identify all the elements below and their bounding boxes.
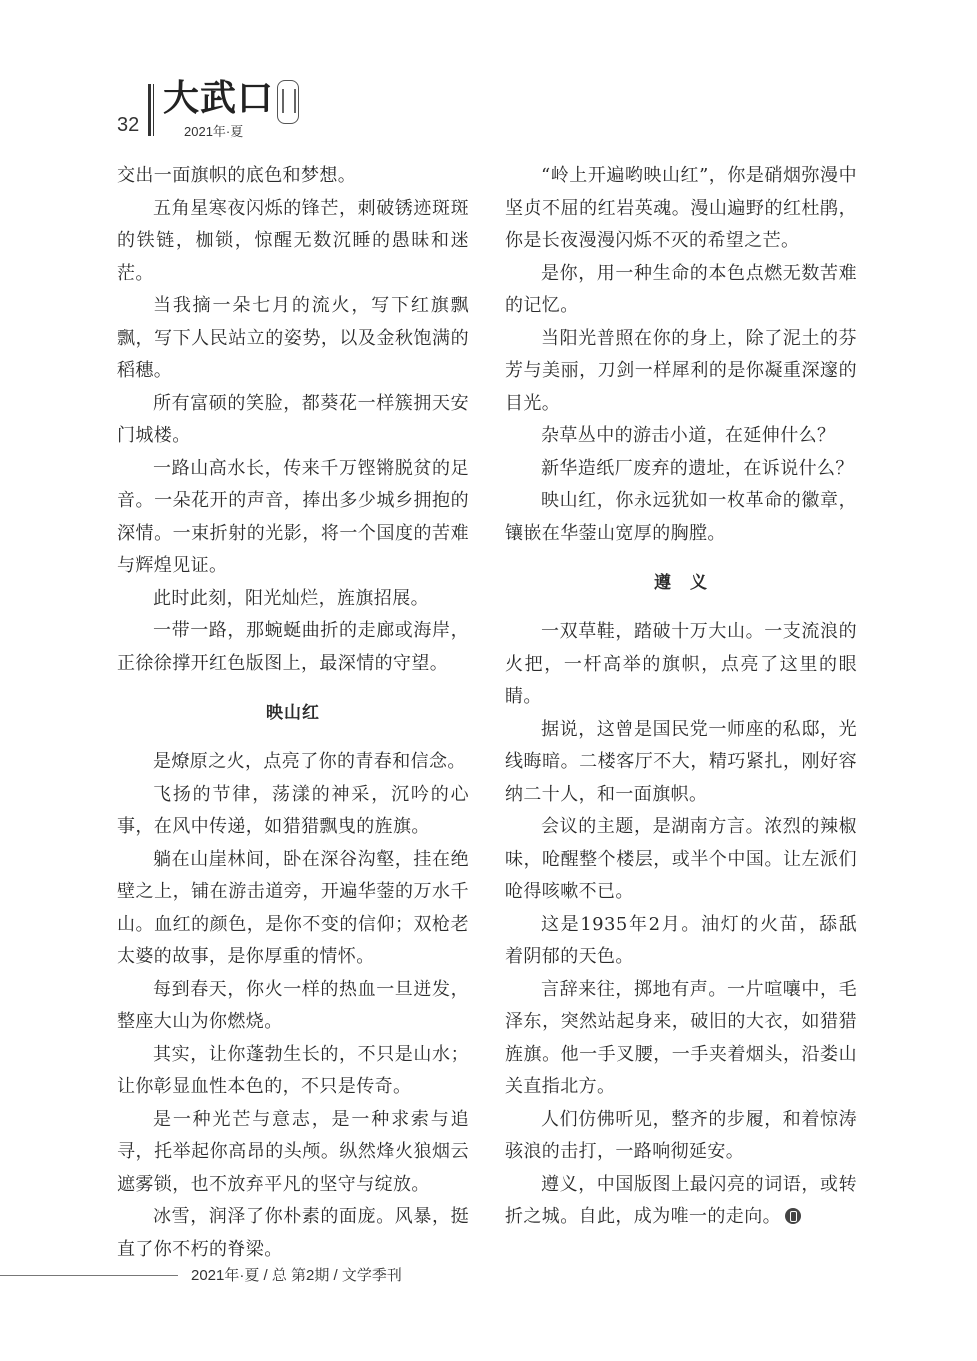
header-divider-thin <box>153 84 154 136</box>
paragraph: 一带一路，那蜿蜒曲折的走廊或海岸，正徐徐撑开红色版图上，最深情的守望。 <box>117 620 469 674</box>
paragraph: 此时此刻，阳光灿烂，旌旗招展。 <box>153 587 429 609</box>
paragraph: 所有富硕的笑脸，都葵花一样簇拥天安门城楼。 <box>117 392 469 446</box>
paragraph: 飞扬的节律，荡漾的神采，沉吟的心事，在风中传递，如猎猎飘曳的旌旗。 <box>117 783 469 837</box>
paragraph: 一双草鞋，踏破十万大山。一支流浪的火把，一杆高举的旗帜，点亮了这里的眼睛。 <box>505 621 857 707</box>
paragraph: 会议的主题，是湖南方言。浓烈的辣椒味，呛醒整个楼层，或半个中国。让左派们呛得咳嗽不已。 <box>505 816 857 902</box>
footer-rule <box>0 1275 178 1276</box>
paragraph: 当我摘一朵七月的流火，写下红旗飘飘，写下人民站立的姿势，以及金秋饱满的稻穗。 <box>117 295 469 381</box>
paragraph: 新华造纸厂废弃的遗址，在诉说什么？ <box>541 457 854 479</box>
paragraph: 当阳光普照在你的身上，除了泥土的芬芳与美丽，刀剑一样犀利的是你凝重深邃的目光。 <box>505 327 857 414</box>
paragraph: 躺在山崖林间，卧在深谷沟壑，挂在绝壁之上，铺在游击道旁，开遍华蓥的万水千山。血红的颜色，是你不变的信仰；双枪老太婆的故事，是你厚重的情怀。 <box>117 848 469 967</box>
paragraph: 每到春天，你火一样的热血一旦迸发，整座大山为你燃烧。 <box>117 978 469 1032</box>
paragraph: 这是1935年2月。油灯的火苗，舔舐着阴郁的天色。 <box>505 913 857 967</box>
paragraph: 是燎原之火，点亮了你的青春和信念。 <box>153 751 466 772</box>
paragraph: 是你，用一种生命的本色点燃无数苦难的记忆。 <box>505 262 857 316</box>
paragraph: 是一种光芒与意志，是一种求索与追寻，托举起你高昂的头颅。纵然烽火狼烟云遮雾锁，也不放弃平凡的坚守与绽放。 <box>117 1108 469 1195</box>
paragraph: 人们仿佛听见，整齐的步履，和着惊涛骇浪的击打，一路响彻延安。 <box>505 1108 857 1162</box>
paragraph-last <box>505 1169 857 1234</box>
paragraph: 交出一面旗帜的底色和梦想。 <box>117 165 357 186</box>
paragraph: 一路山高水长，传来千万铿锵脱贫的足音。一朵花开的声音，捧出多少城乡拥抱的深情。一束折射的光影，将一个国度的苦难与辉煌见证。 <box>117 457 469 576</box>
paragraph: 杂草丛中的游击小道，在延伸什么？ <box>541 425 836 446</box>
paragraph: 据说，这曾是国民党一师座的私邸，光线晦暗。二楼客厅不大，精巧紧扎，刚好容纳二十人，和一面旗帜。 <box>505 718 857 805</box>
paragraph-text: 遵义，中国版图上最闪亮的词语，或转折之城。自此，成为唯一的走向。 <box>505 1173 857 1227</box>
section-title-yingshanhong: 映山红 <box>266 703 320 722</box>
paragraph: 言辞来往，掷地有声。一片喧嚷中，毛泽东，突然站起身来，破旧的大衣，如猎猎旌旗。他一手叉腰，一手夹着烟头，沿娄山关直指北方。 <box>505 978 857 1097</box>
paragraph: 映山红，你永远犹如一枚革命的徽章，镶嵌在华蓥山宽厚的胸膛。 <box>505 490 857 544</box>
magazine-season: 2021年·夏 <box>184 124 244 139</box>
paragraph: 五角星寒夜闪烁的锋芒，刺破锈迹斑斑的铁链，枷锁，惊醒无数沉睡的愚昧和迷茫。 <box>117 197 469 284</box>
left-column <box>117 160 469 1266</box>
header-divider <box>148 84 151 136</box>
seal-logo-icon <box>277 80 299 124</box>
paragraph: “岭上开遍哟映山红”，你是硝烟弥漫中坚贞不屈的红岩英魂。漫山遍野的红杜鹃，你是长夜漫漫闪烁不灭的希望之芒。 <box>505 165 857 251</box>
magazine-title: 大武口 <box>163 77 275 119</box>
paragraph: 冰雪，润泽了你朴素的面庞。风暴，挺直了你不朽的脊梁。 <box>117 1206 469 1260</box>
page-number: 32 <box>117 114 140 136</box>
page-header <box>0 0 977 150</box>
section-title-zunyi: 遵 义 <box>654 573 708 592</box>
right-column <box>505 160 857 1234</box>
footer-info: 2021年·夏 / 总 第2期 / 文学季刊 <box>191 1267 402 1284</box>
paragraph: 其实，让你蓬勃生长的，不只是山水；让你彰显血性本色的，不只是传奇。 <box>117 1043 469 1097</box>
end-mark-icon <box>785 1208 801 1224</box>
